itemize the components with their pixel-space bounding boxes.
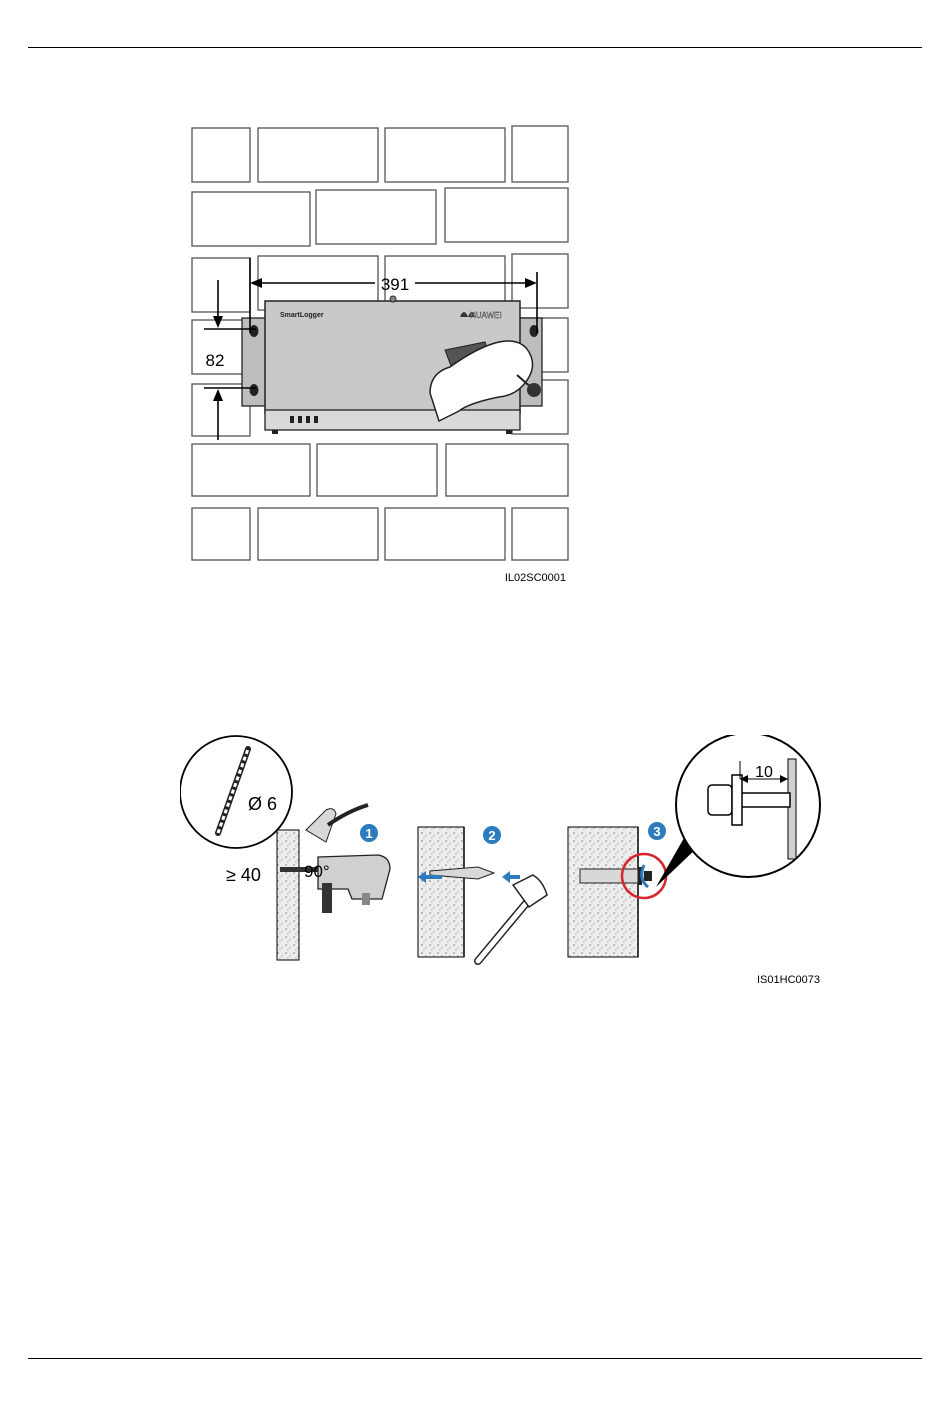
step-1-wall xyxy=(277,830,299,960)
hole-depth-label: ≥ 40 xyxy=(226,865,261,885)
figure-2-id: IS01HC0073 xyxy=(757,974,820,986)
device-brand-label: HUAWEI xyxy=(470,311,502,320)
step-3-number: 3 xyxy=(653,824,661,839)
footer-rule xyxy=(28,1358,922,1359)
step-1-badge xyxy=(360,824,378,842)
drill-angle-label: 90° xyxy=(304,862,330,881)
step-2-badge xyxy=(483,826,501,844)
step-2-number: 2 xyxy=(488,828,496,843)
wall-mounting-illustration xyxy=(190,118,570,590)
drill-bit-detail xyxy=(180,736,292,848)
width-dimension-value: 391 xyxy=(380,275,410,294)
device-model-label: SmartLogger xyxy=(280,312,324,319)
height-dimension-value: 82 xyxy=(205,351,225,370)
drill-diameter-label: Ø 6 xyxy=(248,794,278,814)
step-3-badge xyxy=(648,822,666,840)
step-1-number: 1 xyxy=(365,826,373,841)
bolt-detail xyxy=(676,735,820,877)
header-rule xyxy=(28,47,922,48)
figure-1-id: IL02SC0001 xyxy=(504,572,566,584)
hammer-icon xyxy=(478,875,547,961)
step-2-wall xyxy=(418,827,464,957)
gap-dimension-value: 10 xyxy=(755,764,773,781)
figure-wall-mounting xyxy=(190,118,570,590)
figure-anchor-installation xyxy=(180,735,825,990)
anchor-installation-illustration xyxy=(180,735,825,990)
